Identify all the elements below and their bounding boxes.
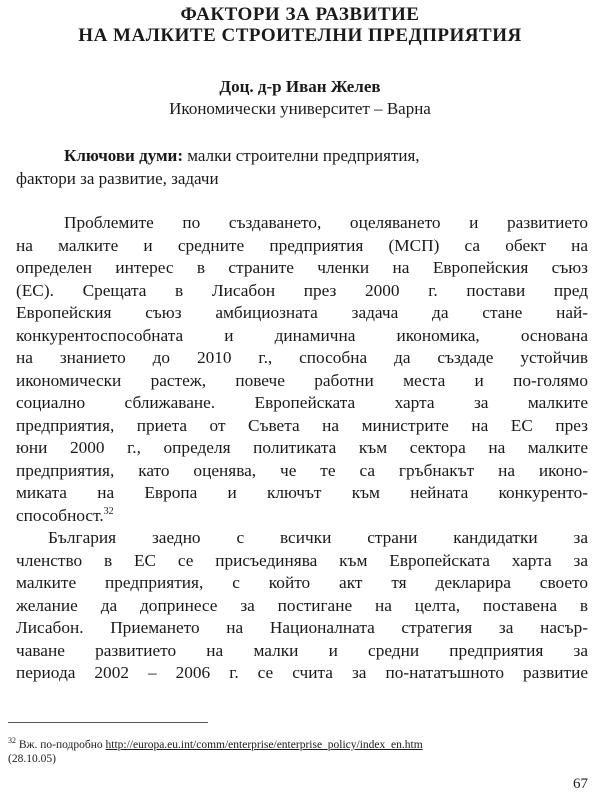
paragraph-2 <box>16 527 588 685</box>
footnote-reference[interactable]: 32 <box>103 505 114 517</box>
footnote-line-1 <box>8 738 593 752</box>
text-line-last <box>16 505 588 528</box>
footnote-link[interactable]: http://europa.eu.int/comm/enterprise/enterprise_policy/index_en.htm <box>105 739 423 751</box>
footnote-number: 32 <box>8 736 16 746</box>
text-line: Европейския съюз амбициозната задача да стане най- <box>16 303 588 322</box>
paragraph-1 <box>16 212 588 527</box>
article-title <box>0 4 600 46</box>
body-text <box>16 212 588 685</box>
text-line: България заедно с всички страни кандидатки за <box>48 528 588 547</box>
text-line: способност. <box>16 505 104 525</box>
text-line: малките предприятия, с който акт тя декларира своето <box>16 573 588 592</box>
text-line: конкурентоспособната и динамична икономика, основана <box>16 325 588 345</box>
text-line: (ЕС). Срещата в Лисабон през 2000 г. постави пред <box>16 280 588 300</box>
text-line: миката на Европа и ключът към нейната конкуренто- <box>16 483 588 502</box>
title-line-1: ФАКТОРИ ЗА РАЗВИТИЕ <box>180 4 420 25</box>
footnote-text: Вж. по-подробно <box>16 739 106 751</box>
keywords-text-1: малки строителни предприятия, <box>183 146 420 165</box>
keywords-line-1 <box>16 144 588 167</box>
footnote-date: (28.10.05) <box>8 753 56 765</box>
text-line: Лисабон. Приемането на Националната стратегия за насър- <box>16 618 588 637</box>
author-name: Доц. д-р Иван Желев <box>219 77 381 96</box>
text-line: периода 2002 – 2006 г. се счита за по-нататъшното развитие <box>16 663 588 682</box>
text-line: членство в ЕС се присъединява към Европейската харта за <box>16 550 588 570</box>
text-line: юни 2000 г., определя политиката към сектора на малките <box>16 438 588 457</box>
footnote-divider <box>8 722 208 723</box>
text-line: социално сближаване. Европейската харта за малките <box>16 393 588 412</box>
keywords-label: Ключови думи: <box>64 146 184 165</box>
text-line: Проблемите по създаването, оцеляването и развитието <box>64 213 588 232</box>
text-line: на знанието до 2010 г., способна да създаде устойчив <box>16 348 588 367</box>
text-line: определен интерес в страните членки на Европейския съюз <box>16 258 588 277</box>
title-line-2: НА МАЛКИТЕ СТРОИТЕЛНИ ПРЕДПРИЯТИЯ <box>78 25 522 46</box>
text-line: чаване развитието на малки и средни предприятия за <box>16 640 588 660</box>
text-line: предприятия, като оценява, че те са гръбнакът на иконо- <box>16 460 588 480</box>
page-number: 67 <box>573 776 588 792</box>
text-line: предприятия, приета от Съвета на министрите на ЕС през <box>16 415 588 435</box>
author-affiliation: Икономически университет – Варна <box>169 99 431 118</box>
text-line: на малките и средните предприятия (МСП) са обект на <box>16 235 588 255</box>
keywords-block <box>16 144 588 190</box>
footnote <box>8 738 593 766</box>
text-line: икономически растеж, повече работни места и по-голямо <box>16 370 588 390</box>
text-line: желание да допринесе за постигане на целта, поставена в <box>16 595 588 615</box>
keywords-line-2: фактори за развитие, задачи <box>16 169 219 188</box>
